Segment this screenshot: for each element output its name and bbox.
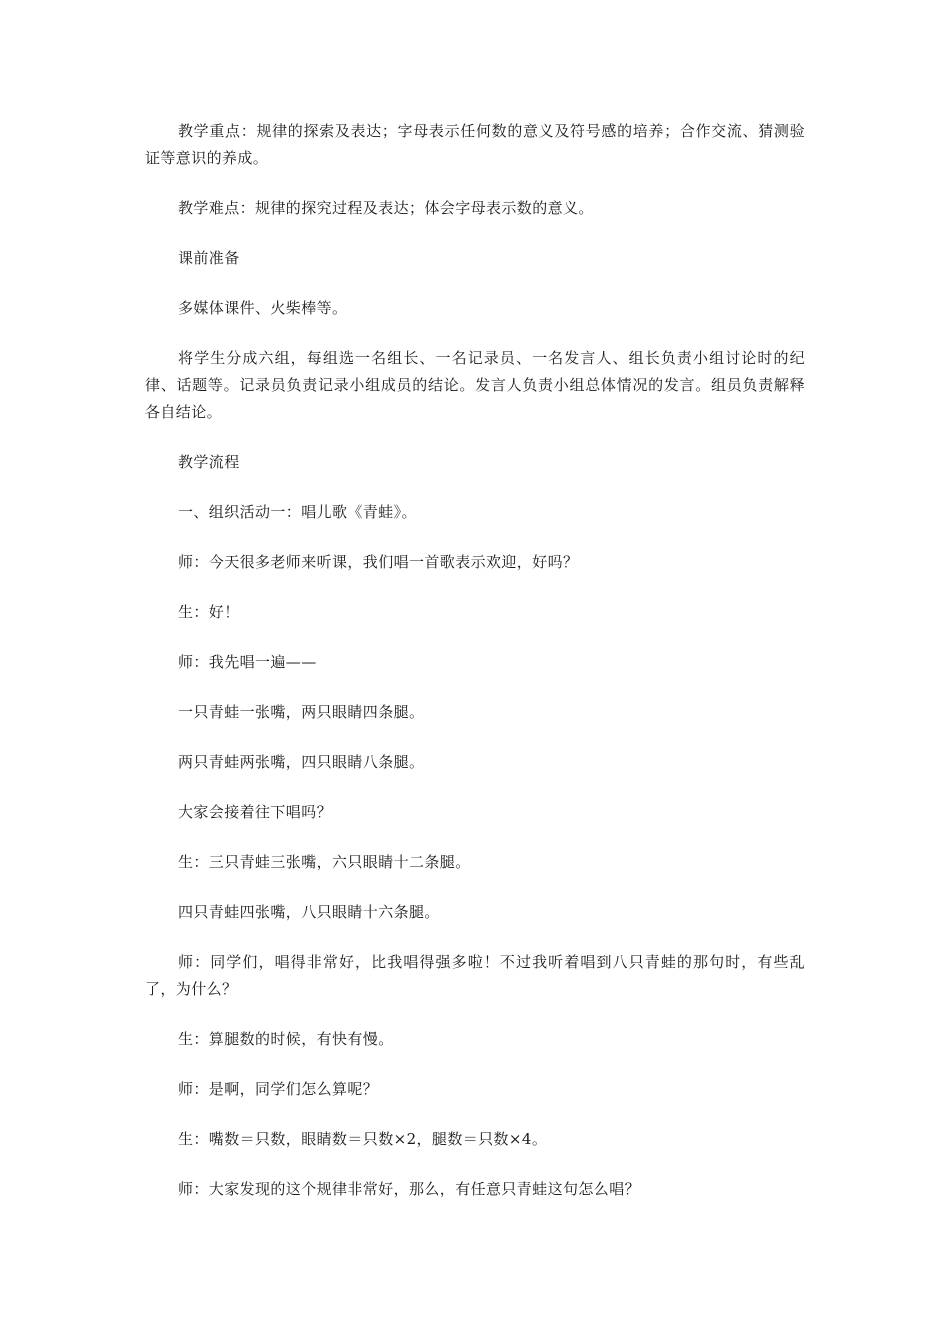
dialogue-line: 大家会接着往下唱吗？ xyxy=(178,803,333,821)
dialogue-line: 师：今天很多老师来听课，我们唱一首歌表示欢迎，好吗？ xyxy=(178,553,579,571)
paragraph-activity-one: 一、组织活动一：唱儿歌《青蛙》。 xyxy=(178,503,417,521)
dialogue-line: 生：好！ xyxy=(178,603,240,621)
heading-preparation: 课前准备 xyxy=(178,249,240,267)
dialogue-line: 生：三只青蛙三张嘴，六只眼睛十二条腿。 xyxy=(178,853,471,871)
song-line: 四只青蛙四张嘴，八只眼睛十六条腿。 xyxy=(178,903,440,921)
dialogue-line: 生：嘴数＝只数，眼睛数＝只数×2，腿数＝只数×4。 xyxy=(178,1130,548,1148)
song-line: 一只青蛙一张嘴，两只眼睛四条腿。 xyxy=(178,703,425,721)
paragraph-materials: 多媒体课件、火柴棒等。 xyxy=(178,299,348,317)
dialogue-line: 师：大家发现的这个规律非常好，那么，有任意只青蛙这句怎么唱？ xyxy=(178,1180,641,1198)
heading-teaching-process: 教学流程 xyxy=(178,453,240,471)
dialogue-line: 师：是啊，同学们怎么算呢？ xyxy=(178,1080,379,1098)
dialogue-line: 师：我先唱一遍—— xyxy=(178,653,317,671)
document-body xyxy=(145,118,805,1226)
paragraph-teaching-focus: 教学重点：规律的探索及表达；字母表示任何数的意义及符号感的培养；合作交流、猜测验证等意识的养成。 xyxy=(145,122,805,167)
paragraph-teaching-difficulty: 教学难点：规律的探究过程及表达；体会字母表示数的意义。 xyxy=(178,199,594,217)
dialogue-line: 生：算腿数的时候，有快有慢。 xyxy=(178,1030,394,1048)
paragraph-grouping: 将学生分成六组，每组选一名组长、一名记录员、一名发言人、组长负责小组讨论时的纪律、话题等。记录员负责记录小组成员的结论。发言人负责小组总体情况的发言。组员负责解释各自结论。 xyxy=(145,349,805,421)
song-line: 两只青蛙两张嘴，四只眼睛八条腿。 xyxy=(178,753,425,771)
dialogue-line: 师：同学们，唱得非常好，比我唱得强多啦！不过我听着唱到八只青蛙的那句时，有些乱了，为什么？ xyxy=(145,953,805,998)
